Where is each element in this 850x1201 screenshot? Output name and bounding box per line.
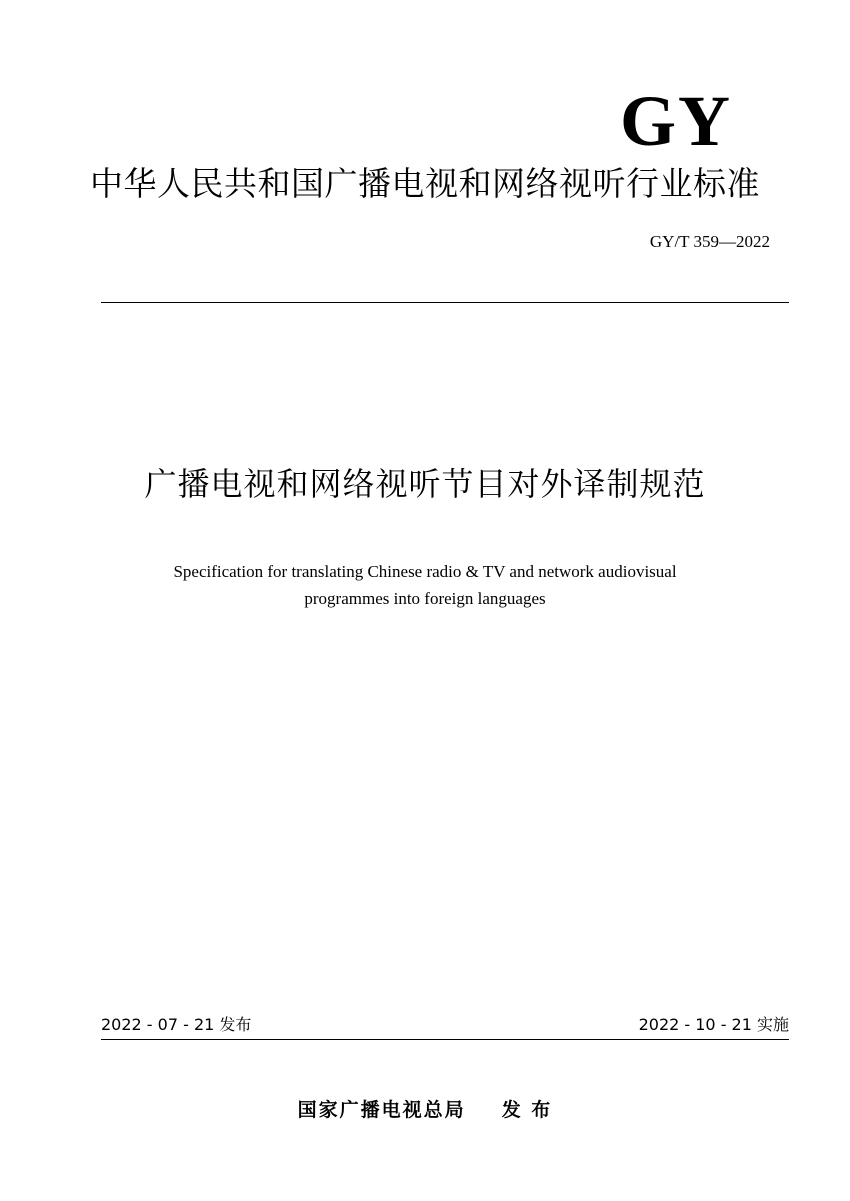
date-row <box>101 1012 789 1038</box>
english-title-line-2: programmes into foreign languages <box>304 589 546 608</box>
publisher-line <box>0 1096 850 1124</box>
english-title <box>100 558 750 612</box>
publish-action: 发 布 <box>501 1099 553 1121</box>
implementation-date: 2022 - 10 - 21 实施 <box>638 1015 789 1034</box>
issue-date: 2022 - 07 - 21 发布 <box>101 1015 252 1034</box>
industry-standard-title: 中华人民共和国广播电视和网络视听行业标准 <box>90 164 760 203</box>
top-divider <box>101 302 789 303</box>
publisher-name: 国家广播电视总局 <box>297 1099 466 1121</box>
gy-logo: GY <box>620 81 732 161</box>
standard-number: GY/T 359—2022 <box>649 232 770 251</box>
chinese-title: 广播电视和网络视听节目对外译制规范 <box>144 465 706 503</box>
bottom-divider <box>101 1039 789 1040</box>
english-title-line-1: Specification for translating Chinese radio & TV and network audiovisual <box>173 562 677 581</box>
